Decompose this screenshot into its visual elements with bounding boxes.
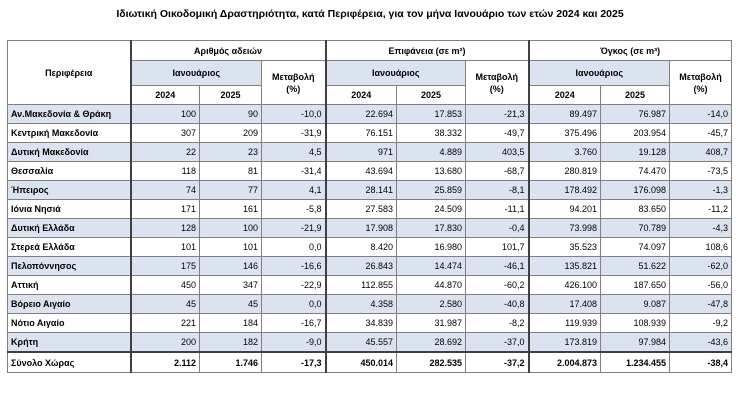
region-cell: Ήπειρος — [8, 181, 131, 200]
permits-month-header: Ιανουάριος — [131, 61, 262, 86]
value-cell-p24: 200 — [131, 333, 200, 353]
value-cell-a24: 971 — [326, 143, 397, 162]
value-cell-pch: 4,5 — [262, 143, 326, 162]
table-row — [8, 295, 732, 314]
value-cell-v24: 94.201 — [529, 200, 601, 219]
table-row — [8, 181, 732, 200]
region-cell: Πελοπόννησος — [8, 257, 131, 276]
value-cell-pch: -10,0 — [262, 105, 326, 124]
value-cell-pch: -17,3 — [262, 352, 326, 373]
value-cell-a24: 450.014 — [326, 352, 397, 373]
value-cell-v25: 97.984 — [601, 333, 670, 353]
value-cell-vch: -11,2 — [670, 200, 732, 219]
value-cell-p24: 45 — [131, 295, 200, 314]
value-cell-vch: -43,6 — [670, 333, 732, 353]
value-cell-a25: 17.830 — [397, 219, 466, 238]
value-cell-ach: 403,5 — [466, 143, 529, 162]
permits-year-2024: 2024 — [131, 86, 200, 105]
value-cell-ach: -37,2 — [466, 352, 529, 373]
value-cell-ach: -46,1 — [466, 257, 529, 276]
value-cell-pch: -9,0 — [262, 333, 326, 353]
value-cell-a25: 28.692 — [397, 333, 466, 353]
table-body — [8, 105, 732, 373]
value-cell-a25: 38.332 — [397, 124, 466, 143]
volume-change-header: Μεταβολή (%) — [670, 61, 732, 105]
value-cell-a24: 34.839 — [326, 314, 397, 333]
value-cell-v25: 19.128 — [601, 143, 670, 162]
value-cell-a25: 16.980 — [397, 238, 466, 257]
area-month-header: Ιανουάριος — [326, 61, 466, 86]
permits-change-header: Μεταβολή (%) — [262, 61, 326, 105]
area-change-header: Μεταβολή (%) — [466, 61, 529, 105]
value-cell-a24: 112.855 — [326, 276, 397, 295]
value-cell-v25: 108.939 — [601, 314, 670, 333]
region-cell: Δυτική Μακεδονία — [8, 143, 131, 162]
value-cell-pch: 4,1 — [262, 181, 326, 200]
value-cell-pch: 0,0 — [262, 238, 326, 257]
area-group-header: Επιφάνεια (σε m²) — [326, 41, 529, 61]
value-cell-vch: -1,3 — [670, 181, 732, 200]
value-cell-ach: -40,8 — [466, 295, 529, 314]
value-cell-ach: -0,4 — [466, 219, 529, 238]
region-cell: Σύνολο Χώρας — [8, 352, 131, 373]
value-cell-p24: 2.112 — [131, 352, 200, 373]
value-cell-a25: 4.889 — [397, 143, 466, 162]
table-row — [8, 276, 732, 295]
value-cell-a24: 22.694 — [326, 105, 397, 124]
value-cell-v25: 1.234.455 — [601, 352, 670, 373]
value-cell-ach: -11,1 — [466, 200, 529, 219]
region-cell: Ιόνια Νησιά — [8, 200, 131, 219]
value-cell-v24: 375.496 — [529, 124, 601, 143]
table-row — [8, 124, 732, 143]
table-row — [8, 143, 732, 162]
value-cell-a24: 4.358 — [326, 295, 397, 314]
value-cell-p24: 22 — [131, 143, 200, 162]
value-cell-ach: -60,2 — [466, 276, 529, 295]
value-cell-ach: -37,0 — [466, 333, 529, 353]
value-cell-pch: 0,0 — [262, 295, 326, 314]
table-row — [8, 333, 732, 353]
region-cell: Αττική — [8, 276, 131, 295]
value-cell-vch: -14,0 — [670, 105, 732, 124]
value-cell-p25: 184 — [200, 314, 262, 333]
region-cell: Αν.Μακεδονία & Θράκη — [8, 105, 131, 124]
table-row — [8, 257, 732, 276]
value-cell-p25: 23 — [200, 143, 262, 162]
value-cell-v25: 176.098 — [601, 181, 670, 200]
value-cell-vch: -38,4 — [670, 352, 732, 373]
value-cell-vch: -4,3 — [670, 219, 732, 238]
value-cell-v25: 74.097 — [601, 238, 670, 257]
value-cell-vch: -73,5 — [670, 162, 732, 181]
value-cell-vch: -45,7 — [670, 124, 732, 143]
value-cell-a25: 25.859 — [397, 181, 466, 200]
value-cell-v24: 135.821 — [529, 257, 601, 276]
value-cell-p24: 101 — [131, 238, 200, 257]
value-cell-v25: 51.622 — [601, 257, 670, 276]
value-cell-a24: 76.151 — [326, 124, 397, 143]
value-cell-v24: 280.819 — [529, 162, 601, 181]
value-cell-v24: 2.004.873 — [529, 352, 601, 373]
value-cell-v25: 76.987 — [601, 105, 670, 124]
region-cell: Κεντρική Μακεδονία — [8, 124, 131, 143]
value-cell-p24: 450 — [131, 276, 200, 295]
table-row — [8, 314, 732, 333]
value-cell-v24: 426.100 — [529, 276, 601, 295]
area-year-2024: 2024 — [326, 86, 397, 105]
value-cell-a25: 2.580 — [397, 295, 466, 314]
value-cell-a24: 27.583 — [326, 200, 397, 219]
volume-year-2024: 2024 — [529, 86, 601, 105]
value-cell-vch: 408,7 — [670, 143, 732, 162]
region-cell: Βόρειο Αιγαίο — [8, 295, 131, 314]
region-header: Περιφέρεια — [8, 41, 131, 105]
value-cell-a24: 45.557 — [326, 333, 397, 353]
value-cell-pch: -31,4 — [262, 162, 326, 181]
value-cell-p24: 118 — [131, 162, 200, 181]
value-cell-vch: -62,0 — [670, 257, 732, 276]
value-cell-a24: 28.141 — [326, 181, 397, 200]
value-cell-vch: -9,2 — [670, 314, 732, 333]
value-cell-v25: 83.650 — [601, 200, 670, 219]
value-cell-pch: -22,9 — [262, 276, 326, 295]
value-cell-v24: 89.497 — [529, 105, 601, 124]
value-cell-v24: 178.492 — [529, 181, 601, 200]
value-cell-a25: 31.987 — [397, 314, 466, 333]
value-cell-a25: 14.474 — [397, 257, 466, 276]
table-row — [8, 238, 732, 257]
region-cell: Θεσσαλία — [8, 162, 131, 181]
region-cell: Δυτική Ελλάδα — [8, 219, 131, 238]
value-cell-a24: 17.908 — [326, 219, 397, 238]
value-cell-v24: 73.998 — [529, 219, 601, 238]
permits-group-header: Αριθμός αδειών — [131, 41, 326, 61]
value-cell-p25: 146 — [200, 257, 262, 276]
volume-year-2025: 2025 — [601, 86, 670, 105]
value-cell-p24: 74 — [131, 181, 200, 200]
value-cell-p25: 347 — [200, 276, 262, 295]
value-cell-a24: 26.843 — [326, 257, 397, 276]
table-row — [8, 219, 732, 238]
value-cell-p25: 81 — [200, 162, 262, 181]
volume-group-header: Όγκος (σε m³) — [529, 41, 732, 61]
value-cell-p25: 182 — [200, 333, 262, 353]
value-cell-a25: 17.853 — [397, 105, 466, 124]
region-cell: Κρήτη — [8, 333, 131, 353]
value-cell-v25: 187.650 — [601, 276, 670, 295]
value-cell-a25: 282.535 — [397, 352, 466, 373]
table-row — [8, 105, 732, 124]
value-cell-a24: 8.420 — [326, 238, 397, 257]
volume-month-header: Ιανουάριος — [529, 61, 670, 86]
total-row — [8, 352, 732, 373]
table-row — [8, 162, 732, 181]
value-cell-v25: 70.789 — [601, 219, 670, 238]
value-cell-vch: 108,6 — [670, 238, 732, 257]
value-cell-p24: 221 — [131, 314, 200, 333]
value-cell-ach: 101,7 — [466, 238, 529, 257]
permits-table — [7, 40, 732, 373]
value-cell-v24: 17.408 — [529, 295, 601, 314]
permits-year-2025: 2025 — [200, 86, 262, 105]
table-title: Ιδιωτική Οικοδομική Δραστηριότητα, κατά Περιφέρεια, για τον μήνα Ιανουάριο των ετών 2024 και 2025 — [116, 8, 624, 20]
value-cell-p25: 161 — [200, 200, 262, 219]
value-cell-p25: 1.746 — [200, 352, 262, 373]
table-row — [8, 200, 732, 219]
value-cell-p24: 100 — [131, 105, 200, 124]
value-cell-ach: -68,7 — [466, 162, 529, 181]
value-cell-a25: 24.509 — [397, 200, 466, 219]
value-cell-a24: 43.694 — [326, 162, 397, 181]
value-cell-p25: 45 — [200, 295, 262, 314]
value-cell-pch: -31,9 — [262, 124, 326, 143]
value-cell-a25: 44.870 — [397, 276, 466, 295]
value-cell-p24: 128 — [131, 219, 200, 238]
value-cell-vch: -56,0 — [670, 276, 732, 295]
value-cell-p24: 175 — [131, 257, 200, 276]
value-cell-p25: 77 — [200, 181, 262, 200]
value-cell-v24: 119.939 — [529, 314, 601, 333]
value-cell-ach: -21,3 — [466, 105, 529, 124]
region-cell: Στερεά Ελλάδα — [8, 238, 131, 257]
value-cell-p25: 100 — [200, 219, 262, 238]
value-cell-v25: 9.087 — [601, 295, 670, 314]
area-year-2025: 2025 — [397, 86, 466, 105]
value-cell-p24: 171 — [131, 200, 200, 219]
value-cell-p25: 209 — [200, 124, 262, 143]
value-cell-pch: -21,9 — [262, 219, 326, 238]
value-cell-v25: 74.470 — [601, 162, 670, 181]
value-cell-v24: 35.523 — [529, 238, 601, 257]
value-cell-vch: -47,8 — [670, 295, 732, 314]
value-cell-a25: 13.680 — [397, 162, 466, 181]
value-cell-v24: 3.760 — [529, 143, 601, 162]
value-cell-ach: -8,2 — [466, 314, 529, 333]
value-cell-v25: 203.954 — [601, 124, 670, 143]
value-cell-p25: 101 — [200, 238, 262, 257]
value-cell-ach: -8,1 — [466, 181, 529, 200]
value-cell-ach: -49,7 — [466, 124, 529, 143]
value-cell-v24: 173.819 — [529, 333, 601, 353]
region-cell: Νότιο Αιγαίο — [8, 314, 131, 333]
value-cell-p25: 90 — [200, 105, 262, 124]
value-cell-pch: -5,8 — [262, 200, 326, 219]
value-cell-pch: -16,6 — [262, 257, 326, 276]
value-cell-pch: -16,7 — [262, 314, 326, 333]
value-cell-p24: 307 — [131, 124, 200, 143]
